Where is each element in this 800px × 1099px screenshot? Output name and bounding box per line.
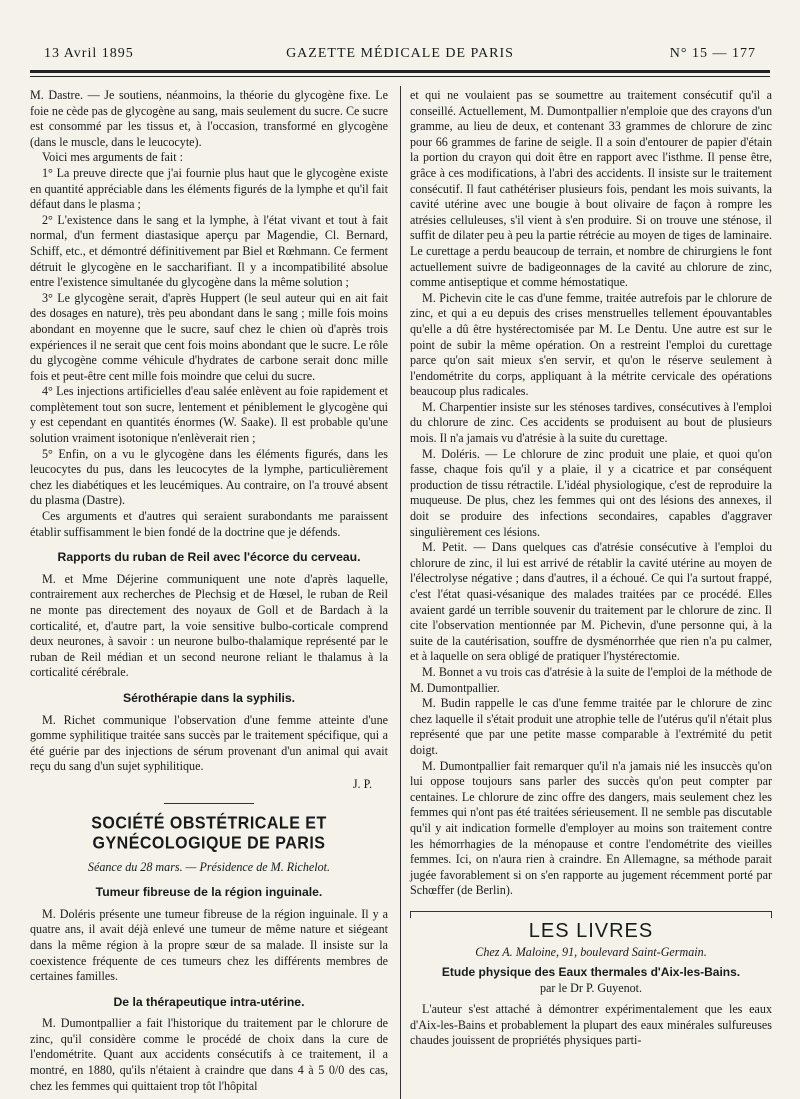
paragraph: 4° Les injections artificielles d'eau salée enlèvent au foie rapidement et complètement tout son sucre, lentement et péniblement le glycogène qui y est cependant en quantités énormes (W. Saake). Il est probable qu'une solution vraiment isotonique n'enlèverait rien ; bbox=[30, 384, 388, 446]
seance-line: Séance du 28 mars. — Présidence de M. Richelot. bbox=[87, 859, 331, 874]
paragraph-books: L'auteur s'est attaché à démontrer expérimentalement que les eaux d'Aix-les-Bains et probablement la plupart des eaux minérales sulfureuses chaudes jouissent de propriétés physiques parti- bbox=[410, 1002, 772, 1048]
header-rule-thin bbox=[30, 76, 770, 77]
paragraph-richet: M. Richet communique l'observation d'une femme atteinte d'une gomme syphilitique traitée sans succès par le traitement spécifique, qui a été guérie par des injections de sérum provenant d'un animal qui avait reçu du sang d'un sujet syphilitique. bbox=[30, 712, 388, 774]
paragraph-dejerine: M. et Mme Déjerine communiquent une note d'après laquelle, contrairement aux recherches de Plechsig et de Hœsel, le ruban de Reil ne monte pas directement des noyaux de Goll et de Bardach à la corticalité, et, d'autre part, la voie sensitive bulbo-corticale comprend deux neurones, à savoir : un neurone bulbo-thalamique représenté par le ruban de Reil médian et un second neurone reliant le thalamus à la corticalité cérébrale. bbox=[30, 571, 388, 680]
books-work-title: Etude physique des Eaux thermales d'Aix-les-Bains. bbox=[441, 965, 741, 980]
header-rule-thick bbox=[30, 70, 770, 73]
paragraph-doleris: M. Doléris. — Le chlorure de zinc produit une plaie, et quoi qu'on fasse, chaque fois qu'il y a plaie, il y a cicatrice et par conséquent production de tissu rétractile. L'idéal physiologique, c'est de reproduire la muqueuse. De plus, chez les femmes qui ont des lésions des annexes, il doit se produire des infections secondaires, capables d'aggraver singulièrement ces lésions. bbox=[410, 446, 772, 539]
issue-page-number: N° 15 — 177 bbox=[669, 46, 756, 61]
books-box-rule bbox=[410, 911, 772, 918]
paragraph-budin: M. Budin rappelle le cas d'une femme traitée par le chlorure de zinc chez laquelle il s'était produit une atrophie telle de l'utérus qu'il n'était plus représenté que par une petite masse comparable à l'extrémité du petit doigt. bbox=[410, 696, 772, 757]
left-column bbox=[30, 88, 388, 1094]
heading-reil: Rapports du ruban de Reil avec l'écorce du cerveau. bbox=[57, 550, 361, 565]
paragraph-dumontpallier: M. Dumontpallier fait remarquer qu'il n'a jamais nié les insuccès qu'on lui oppose toujours sans parler des succès qu'on peut compter par centaines. Le chlorure de zinc offre des dangers, mais seulement chez les femmes qui n'ont pas été traitées sérieusement. Il ne semble pas discutable qu'il y ait indication formelle d'employer au moins son traitement contre les hémorrhagies de la ménopause et contre l'endométrite des vieilles femmes. Ici, on n'aura rien à craindre. En Allemagne, sa méthode parait jugée favorablement si on s'en rapporte au jugement récemment porté par Schœffer (de Berlin). bbox=[410, 758, 772, 898]
heading-syphilis: Sérothérapie dans la syphilis. bbox=[122, 690, 296, 705]
books-section-title: LES LIVRES bbox=[528, 919, 654, 942]
paragraph: 5° Enfin, on a vu le glycogène dans les éléments figurés, dans les leucocytes du pus, dans les leucocytes de la lymphe, particulièrement chez les diabétiques et les leucémiques. Au contraire, on l'a trouvé absent du plasma (Dastre). bbox=[30, 446, 388, 508]
paragraph: 2° L'existence dans le sang et la lymphe, à l'état vivant et tout à fait normal, d'un ferment diastasique aperçu par Magendie, Cl. Bernard, Schiff, etc., et démontré définitivement par Biel et Rœhmann. Ce ferment détruit le glycogène en le saccharifiant. Il y a incompatibilité absolue entre l'existence simultanée du glycogène dans la même solution ; bbox=[30, 212, 388, 290]
heading-therapeutique: De la thérapeutique intra-utérine. bbox=[113, 994, 305, 1009]
paragraph: 1° La preuve directe que j'ai fournie plus haut que le glycogène existe en quantité appréciable dans les éléments figurés de la lymphe et qu'il fait défaut dans le plasma ; bbox=[30, 165, 388, 212]
paragraph-dastre: M. Dastre. — Je soutiens, néanmoins, la théorie du glycogène fixe. Le foie ne cède pas de glycogène au sang, mais seulement du sucre. Ce sucre est consommé par les tissus et, à l'occasion, transformé en glycogène (dans le muscle, dans le leucocyte). bbox=[30, 88, 388, 149]
heading-tumeur: Tumeur fibreuse de la région inguinale. bbox=[95, 885, 323, 900]
society-title: SOCIÉTÉ OBSTÉTRICALE ET GYNÉCOLOGIQUE DE PARIS bbox=[91, 813, 327, 853]
paragraph-continuation: et qui ne voulaient pas se soumettre au traitement consécutif qu'il a conseillé. Actuellement, M. Dumontpallier n'emploie que des crayons d'un gramme, au lieu de deux, et contenant 33 grammes de chlorure de zinc pour 66 grammes de farine de seigle. Il a soin d'entourer de papier d'étain la portion du crayon qui doit être en rapport avec l'isthme. Il pense être, grâce à ces modifications, à l'abri des accidents. Il insiste sur le traitement consécutif. Il faut cathétériser plusieurs fois, pendant les mois suivants, la cavité utérine avec une bougie à bout olivaire de façon à rompre les atrésies celluleuses, s'il vient à s'en produire. Si on trouve une sténose, il suffit de dilater peu à peu la partie rétrécie au moyen de tiges de laminaire. Le curettage a perdu beaucoup de terrain, et nombre de chirurgiens le font actuellement suivre de badigeonnages de la cavité au chlorure de zinc, comme antiseptique et comme hémostatique. bbox=[410, 88, 772, 290]
page-header bbox=[44, 46, 756, 68]
section-rule bbox=[164, 803, 254, 804]
column-divider bbox=[400, 86, 401, 1099]
books-author: par le Dr P. Guyenot. bbox=[539, 980, 643, 995]
right-column bbox=[410, 88, 772, 1049]
paragraph-bonnet: M. Bonnet a vu trois cas d'atrésie à la suite de l'emploi de la méthode de M. Dumontpallier. bbox=[410, 664, 772, 695]
paragraph: Voici mes arguments de fait : bbox=[42, 150, 183, 165]
journal-title: GAZETTE MÉDICALE DE PARIS bbox=[286, 46, 514, 61]
paragraph: 3° Le glycogène serait, d'après Huppert (le seul auteur qui en ait fait des dosages en nature), très peu abondant dans le sang ; mille fois moins abondant en moyenne que le sucre, sauf chez le chien où d'après trois expériences il ne serait que cent fois moins abondant que le sucre. Le rôle du glycogène comme véhicule d'hydrates de carbone serait donc mille fois et peut-être cent mille fois moindre que celui du sucre. bbox=[30, 290, 388, 383]
header-date: 13 Avril 1895 bbox=[44, 46, 134, 61]
paragraph: Ces arguments et d'autres qui seraient surabondants me paraissent établir suffisamment le bien fondé de la doctrine que je défends. bbox=[30, 509, 388, 539]
paragraph-dumontpallier: M. Dumontpallier a fait l'historique du traitement par le chlorure de zinc, qu'il considère comme le procédé de choix dans la cure de l'endométrite. Quant aux accidents consécutifs à ce traitement, il a montré, en 1880, qu'ils n'étaient à craindre que dans 4 à 5 0/0 des cas, chez les femmes qui quittaient trop tôt l'hôpital bbox=[30, 1016, 388, 1093]
paragraph-charpentier: M. Charpentier insiste sur les sténoses tardives, consécutives à l'emploi du chlorure de zinc. Ces accidents se produisent au bout de plusieurs mois. Il n'a jamais vu d'atrésie à la suite du curettage. bbox=[410, 399, 772, 446]
books-publisher: Chez A. Maloine, 91, boulevard Saint-Germain. bbox=[475, 945, 707, 960]
paragraph-petit: M. Petit. — Dans quelques cas d'atrésie consécutive à l'emploi du chlorure de zinc, il lui est arrivé de rétablir la cavité utérine au moyen de l'électrolyse négative ; dans d'autres, il a échoué. Ce qui l'a surtout frappé, c'est l'état quasi-vésanique des malades traitées par ce procédé. Elles avaient gardé un terrible souvenir du traitement par le chlorure de zinc. Il cite l'observation mentionnée par M. Pichevin, d'une personne qui, à la suite de la cautérisation, souffre de dysménorrhée que rien n'a pu calmer, et à laquelle on sera obligé de pratiquer l'hystérectomie. bbox=[410, 540, 772, 664]
paragraph-pichevin: M. Pichevin cite le cas d'une femme, traitée autrefois par le chlorure de zinc, et qui a eu depuis des crises menstruelles tellement épouvantables qu'elle a dû être hystérectomisée par M. Le Dentu. Une autre est sur le point de subir la même opération. On a restreint l'emploi du curettage parce qu'on sait mieux s'en servir, et qu'on le réserve seulement à l'endométrite du corps, appliquant à la métrite cervicale des opérations beaucoup plus radicales. bbox=[410, 290, 772, 399]
signature: J. P. bbox=[352, 776, 372, 791]
paragraph-doleris: M. Doléris présente une tumeur fibreuse de la région inguinale. Il y a quatre ans, il avait déjà enlevé une tumeur de même nature et siégeant dans la même région à la propre sœur de sa malade. Il insiste sur la coexistence fréquente de ces tumeurs chez les différents membres de certaines familles. bbox=[30, 906, 388, 984]
